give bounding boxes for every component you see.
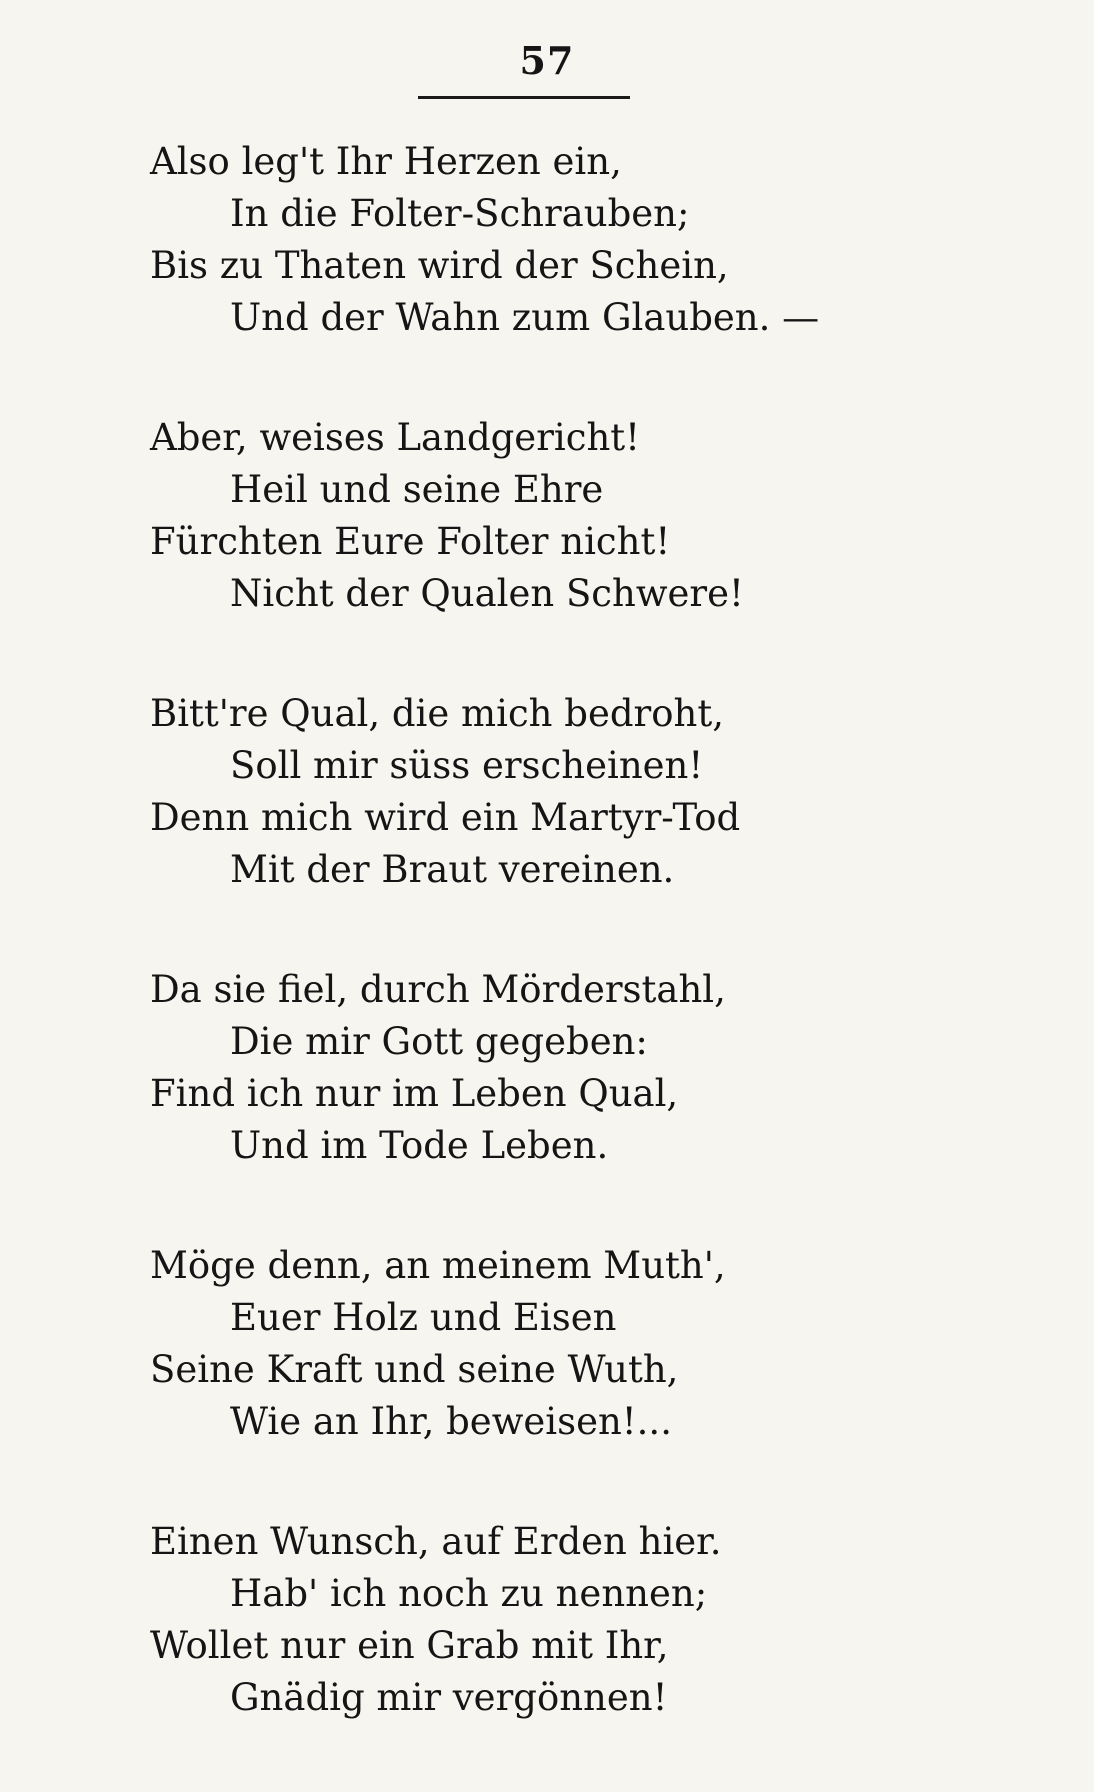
poem-line: Fürchten Eure Folter nicht! (150, 520, 671, 563)
poem-line: Bitt're Qual, die mich bedroht, (150, 692, 724, 735)
poem-line: Wie an Ihr, beweisen!... (230, 1400, 672, 1443)
poem-line: Soll mir süss erscheinen! (230, 744, 704, 787)
poem-line: Möge denn, an meinem Muth', (150, 1244, 726, 1287)
stanza-6 (150, 1516, 1030, 1724)
stanza-5 (150, 1240, 1030, 1448)
page-number: 57 (519, 38, 575, 83)
stanza-1 (150, 136, 1030, 344)
poem-line: Aber, weises Landgericht! (150, 416, 641, 459)
poem-line: Nicht der Qualen Schwere! (230, 572, 744, 615)
poem-line: Find ich nur im Leben Qual, (150, 1072, 679, 1115)
stanza-3 (150, 688, 1030, 896)
poem-line: Also leg't Ihr Herzen ein, (150, 140, 622, 183)
poem-line: Bis zu Thaten wird der Schein, (150, 244, 729, 287)
poem-line: Seine Kraft und seine Wuth, (150, 1348, 679, 1391)
poem-line: Da sie fiel, durch Mörderstahl, (150, 968, 726, 1011)
poem-line: Mit der Braut vereinen. (230, 848, 675, 891)
stanza-2 (150, 412, 1030, 620)
poem-line: Und der Wahn zum Glauben. — (230, 296, 820, 339)
poem-line: Heil und seine Ehre (230, 468, 604, 511)
stanza-4 (150, 964, 1030, 1172)
poem-line: Die mir Gott gegeben: (230, 1020, 648, 1063)
poem-line: Hab' ich noch zu nennen; (230, 1572, 708, 1615)
poem-line: Einen Wunsch, auf Erden hier. (150, 1520, 722, 1563)
poem-line: Denn mich wird ein Martyr-Tod (150, 796, 741, 839)
poem-line: Wollet nur ein Grab mit Ihr, (150, 1624, 669, 1667)
poem-line: Euer Holz und Eisen (230, 1296, 617, 1339)
poem-line: Gnädig mir vergönnen! (230, 1676, 668, 1719)
poem (150, 136, 1030, 1792)
poem-line: Und im Tode Leben. (230, 1124, 609, 1167)
header-rule (418, 96, 630, 99)
poem-line: In die Folter-Schrauben; (230, 192, 690, 235)
